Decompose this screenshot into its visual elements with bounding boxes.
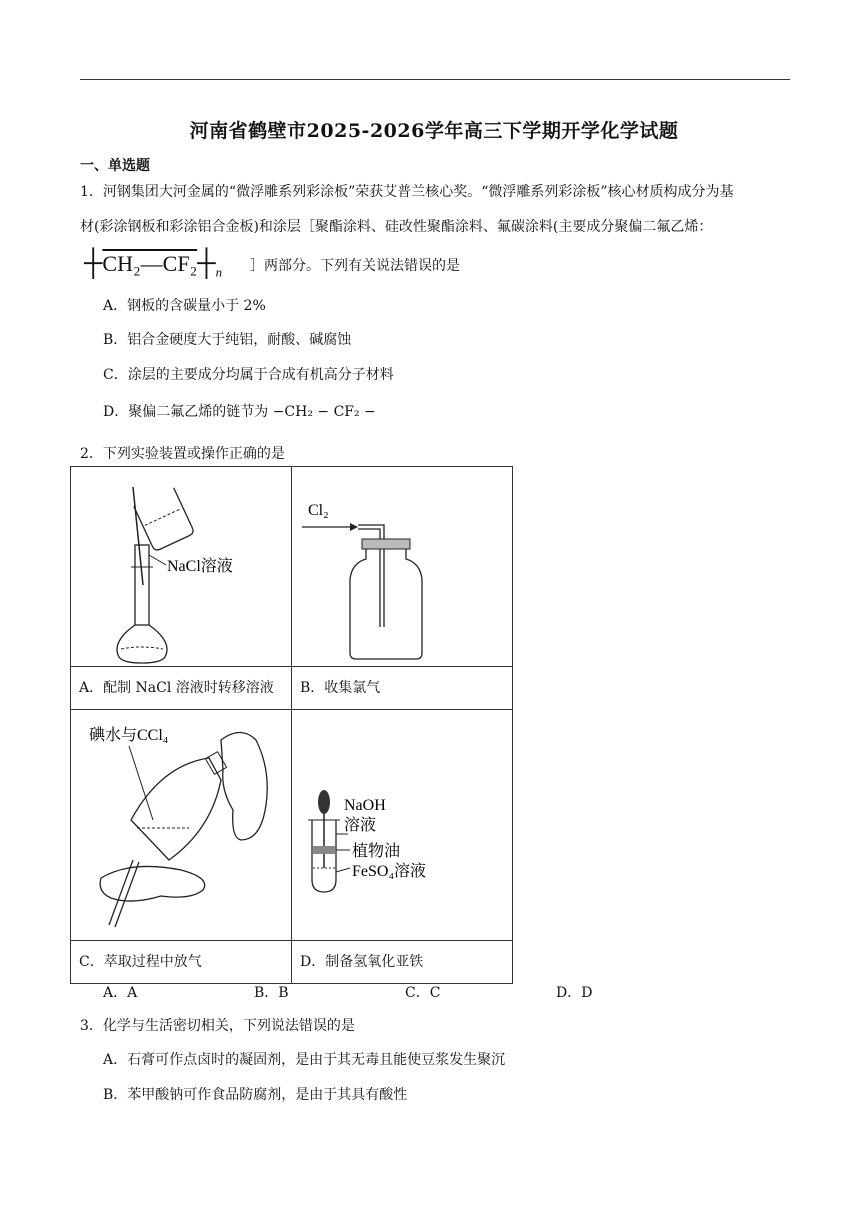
q2-choice-a: A．A xyxy=(103,985,138,1001)
q1-option-a: A．钢板的含碳量小于 2% xyxy=(103,298,266,314)
label-naoh-solution: 溶液 xyxy=(344,817,377,834)
polymer-n: n xyxy=(215,264,223,280)
q2-stem: 2．下列实验装置或操作正确的是 xyxy=(80,446,285,462)
figure-d-test-tube xyxy=(292,710,512,940)
page-title: 河南省鹤壁市2025-2026学年高三下学期开学化学试题 xyxy=(189,120,679,142)
q2-choice-c: C．C xyxy=(405,985,441,1001)
q3-option-a: A．石膏可作点卤时的凝固剂，是由于其无毒且能使豆浆发生聚沉 xyxy=(103,1052,506,1068)
label-feso4-solution: FeSO₄溶液 xyxy=(352,863,427,880)
q1-stem-line1: 1．河钢集团大河金属的“微浮雕系列彩涂板”荣获艾普兰核心奖。“微浮雕系列彩涂板”核心材质构成分为基 xyxy=(80,184,734,200)
q1-option-c: C．涂层的主要成分均属于合成有机高分子材料 xyxy=(103,367,394,383)
q1-option-d: D．聚偏二氟乙烯的链节为 −CH₂ − CF₂ − xyxy=(103,404,376,420)
experiment-table xyxy=(70,466,513,984)
figure-b-gas-bottle xyxy=(292,467,512,666)
caption-a: A．配制 NaCl 溶液时转移溶液 xyxy=(71,666,291,709)
q1-stem-line3: ］两部分。下列有关说法错误的是 xyxy=(250,258,460,274)
q2-choices xyxy=(103,982,707,1002)
label-vegetable-oil: 植物油 xyxy=(352,843,401,860)
caption-c: C．萃取过程中放气 xyxy=(71,940,291,983)
section-heading: 一、单选题 xyxy=(80,158,150,174)
caption-d: D．制备氢氧化亚铁 xyxy=(292,940,512,983)
q3-option-b: B．苯甲酸钠可作食品防腐剂，是由于其具有酸性 xyxy=(103,1087,408,1103)
polymer-formula: $┼CH_2—CF_2┼_n$ xyxy=(84,248,223,280)
header-rule xyxy=(80,79,790,80)
figure-c-separatory-funnel xyxy=(71,710,291,940)
q2-choice-d: D．D xyxy=(556,985,593,1001)
q1-stem-line2: 材(彩涂钢板和彩涂铝合金板)和涂层［聚酯涂料、硅改性聚酯涂料、氟碳涂料(主要成分聚偏二氟乙烯： xyxy=(80,219,713,235)
label-naoh: NaOH xyxy=(344,797,386,814)
label-cl2: Cl₂ xyxy=(308,502,329,519)
q1-option-b: B．铝合金硬度大于纯铝，耐酸、碱腐蚀 xyxy=(103,332,352,348)
figure-a-volumetric-flask xyxy=(71,467,291,666)
label-nacl-solution: NaCl溶液 xyxy=(167,558,233,575)
polymer-repeat-unit: CH₂—CF₂ xyxy=(102,251,198,276)
q3-stem: 3．化学与生活密切相关，下列说法错误的是 xyxy=(80,1018,355,1034)
caption-b: B．收集氯气 xyxy=(292,666,512,709)
label-iodine-ccl4: 碘水与CCl₄ xyxy=(89,727,169,744)
q2-choice-b: B．B xyxy=(254,985,289,1001)
